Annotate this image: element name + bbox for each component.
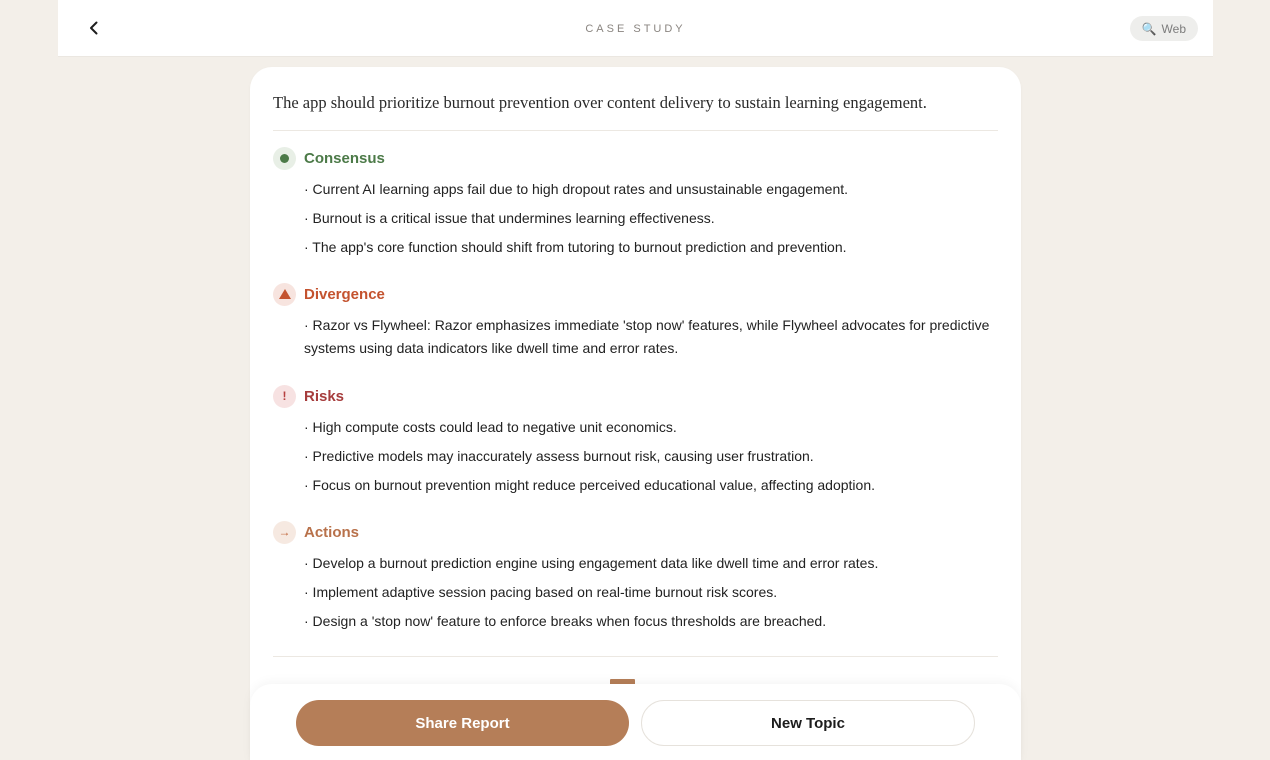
list-item: · Design a 'stop now' feature to enforce breaks when focus thresholds are breached. (304, 613, 827, 629)
arrow-right-icon: → (273, 521, 296, 544)
divider (273, 656, 998, 657)
globe-search-icon: 🔍 (1141, 21, 1157, 36)
web-label: Web (1161, 21, 1186, 36)
list-item: · Focus on burnout prevention might reduce perceived educational value, affecting adoption. (304, 477, 875, 493)
action-bar (250, 684, 1021, 760)
exclamation-icon: ! (273, 385, 296, 408)
page-title: CASE STUDY (585, 23, 686, 35)
warning-triangle-icon (273, 283, 296, 306)
list-item: · High compute costs could lead to negative unit economics. (304, 419, 677, 435)
divider (273, 130, 998, 131)
list-item: · Develop a burnout prediction engine using engagement data like dwell time and error rates. (304, 555, 879, 571)
list-item: · The app's core function should shift from tutoring to burnout prediction and prevention. (304, 239, 847, 255)
section-divergence (273, 282, 998, 366)
list-item: · Predictive models may inaccurately assess burnout risk, causing user frustration. (304, 448, 814, 464)
list-item: · Current AI learning apps fail due to high dropout rates and unsustainable engagement. (304, 181, 849, 197)
section-consensus (273, 146, 998, 265)
section-risks (273, 384, 998, 503)
section-actions (273, 520, 998, 639)
section-title: Consensus (304, 149, 385, 167)
report-card (250, 67, 1021, 760)
list-item: · Implement adaptive session pacing based on real-time burnout risk scores. (304, 584, 778, 600)
list-item: · Razor vs Flywheel: Razor emphasizes immediate 'stop now' features, while Flywheel advocates for predictive systems using data indicators like dwell time and error rates. (304, 317, 990, 356)
section-title: Divergence (304, 285, 385, 303)
section-title: Risks (304, 387, 345, 405)
list-item: · Burnout is a critical issue that undermines learning effectiveness. (304, 210, 715, 226)
section-title: Actions (304, 523, 360, 541)
new-topic-button[interactable]: New Topic (641, 700, 975, 746)
web-source-button[interactable] (1130, 16, 1198, 41)
report-statement: The app should prioritize burnout prevention over content delivery to sustain learning engagement. (273, 93, 927, 112)
top-bar (58, 0, 1213, 57)
consensus-dot-icon (273, 147, 296, 170)
share-report-button[interactable]: Share Report (296, 700, 629, 746)
